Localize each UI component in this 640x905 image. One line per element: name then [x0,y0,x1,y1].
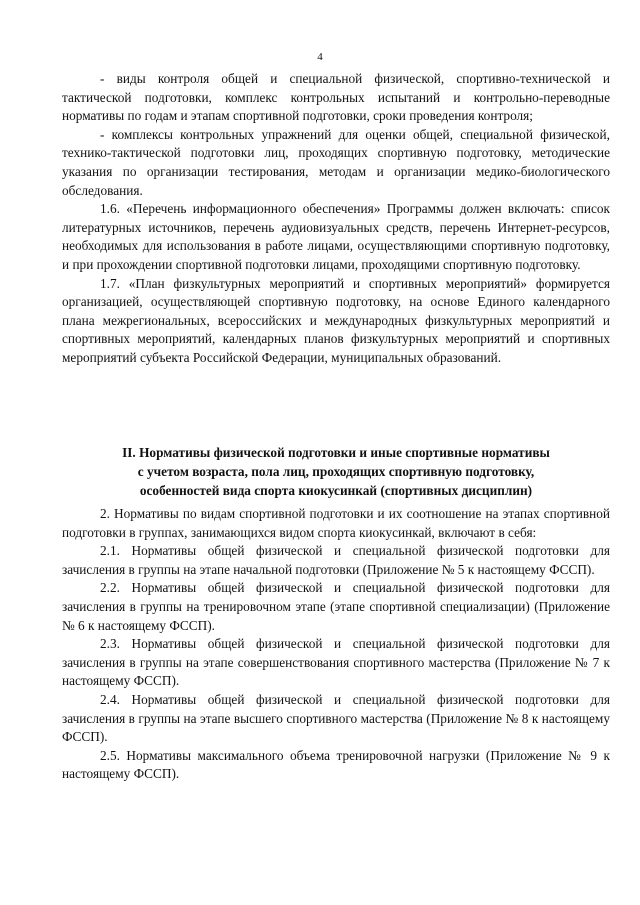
paragraph-1-7: 1.7. «План физкультурных мероприятий и спортивных мероприятий» формируется организацией, осуществляющей спортивную подготовку, на основе Единого календарного плана межрегиональных, всероссийских и международных физкультурных мероприятий и спортивных мероприятий, календарных планов физкультурных мероприятий и спортивных мероприятий субъекта Российской Федерации, муниципальных образований. [62,275,610,365]
paragraph-2-4: 2.4. Нормативы общей физической и специальной физической подготовки для зачисления в группы на этапе высшего спортивного мастерства (Приложение № 8 к настоящему ФССП). [62,691,610,745]
paragraph-1-6: 1.6. «Перечень информационного обеспечения» Программы должен включать: список литературных источников, перечень аудиовизуальных средств, перечень Интернет-ресурсов, необходимых для использования в работе лицами, осуществляющими спортивную подготовку, и при прохождении спортивной подготовки лицами, проходящими спортивную подготовку. [62,201,610,272]
paragraph-2-3: 2.3. Нормативы общей физической и специальной физической подготовки для зачисления в группы на этапе совершенствования спортивного мастерства (Приложение № 7 к настоящему ФССП). [62,636,610,689]
paragraph-2: 2. Нормативы по видам спортивной подготовки и их соотношение на этапах спортивной подготовки в группах, занимающихся видом спорта киокусинкай, включают в себя: [62,506,610,540]
section-heading-line-1: II. Нормативы физической подготовки и иные спортивные нормативы [122,445,550,460]
paragraph-2-1: 2.1. Нормативы общей физической и специальной физической подготовки для зачисления в группы на этапе начальной подготовки (Приложение № 5 к настоящему ФССП). [62,543,610,577]
paragraph-control-types: - виды контроля общей и специальной физической, спортивно-технической и тактической подготовки, комплекс контрольных испытаний и контрольно-переводные нормативы по годам и этапам спортивной подготовки, сроки проведения контроля; [62,71,610,124]
paragraph-2-5: 2.5. Нормативы максимального объема тренировочной нагрузки (Приложение № 9 к настоящему ФССП). [62,747,610,782]
section-heading [62,443,610,500]
paragraph-control-exercises: - комплексы контрольных упражнений для оценки общей, специальной физической, технико-тактической подготовки лиц, проходящих спортивную подготовку, методические указания по организации тестирования, методам и организации медико-биологического обследования. [62,126,610,198]
section-heading-line-3: особенностей вида спорта киокусинкай (спортивных дисциплин) [139,483,533,498]
paragraph-2-2: 2.2. Нормативы общей физической и специальной физической подготовки для зачисления в группы на тренировочном этапе (этапе спортивной специализации) (Приложение № 6 к настоящему ФССП). [62,580,610,633]
body-text-top [62,70,610,368]
body-text-bottom [62,505,610,784]
section-heading-line-2: с учетом возраста, пола лиц, проходящих спортивную подготовку, [137,464,535,479]
page-number: 4 [317,51,323,63]
